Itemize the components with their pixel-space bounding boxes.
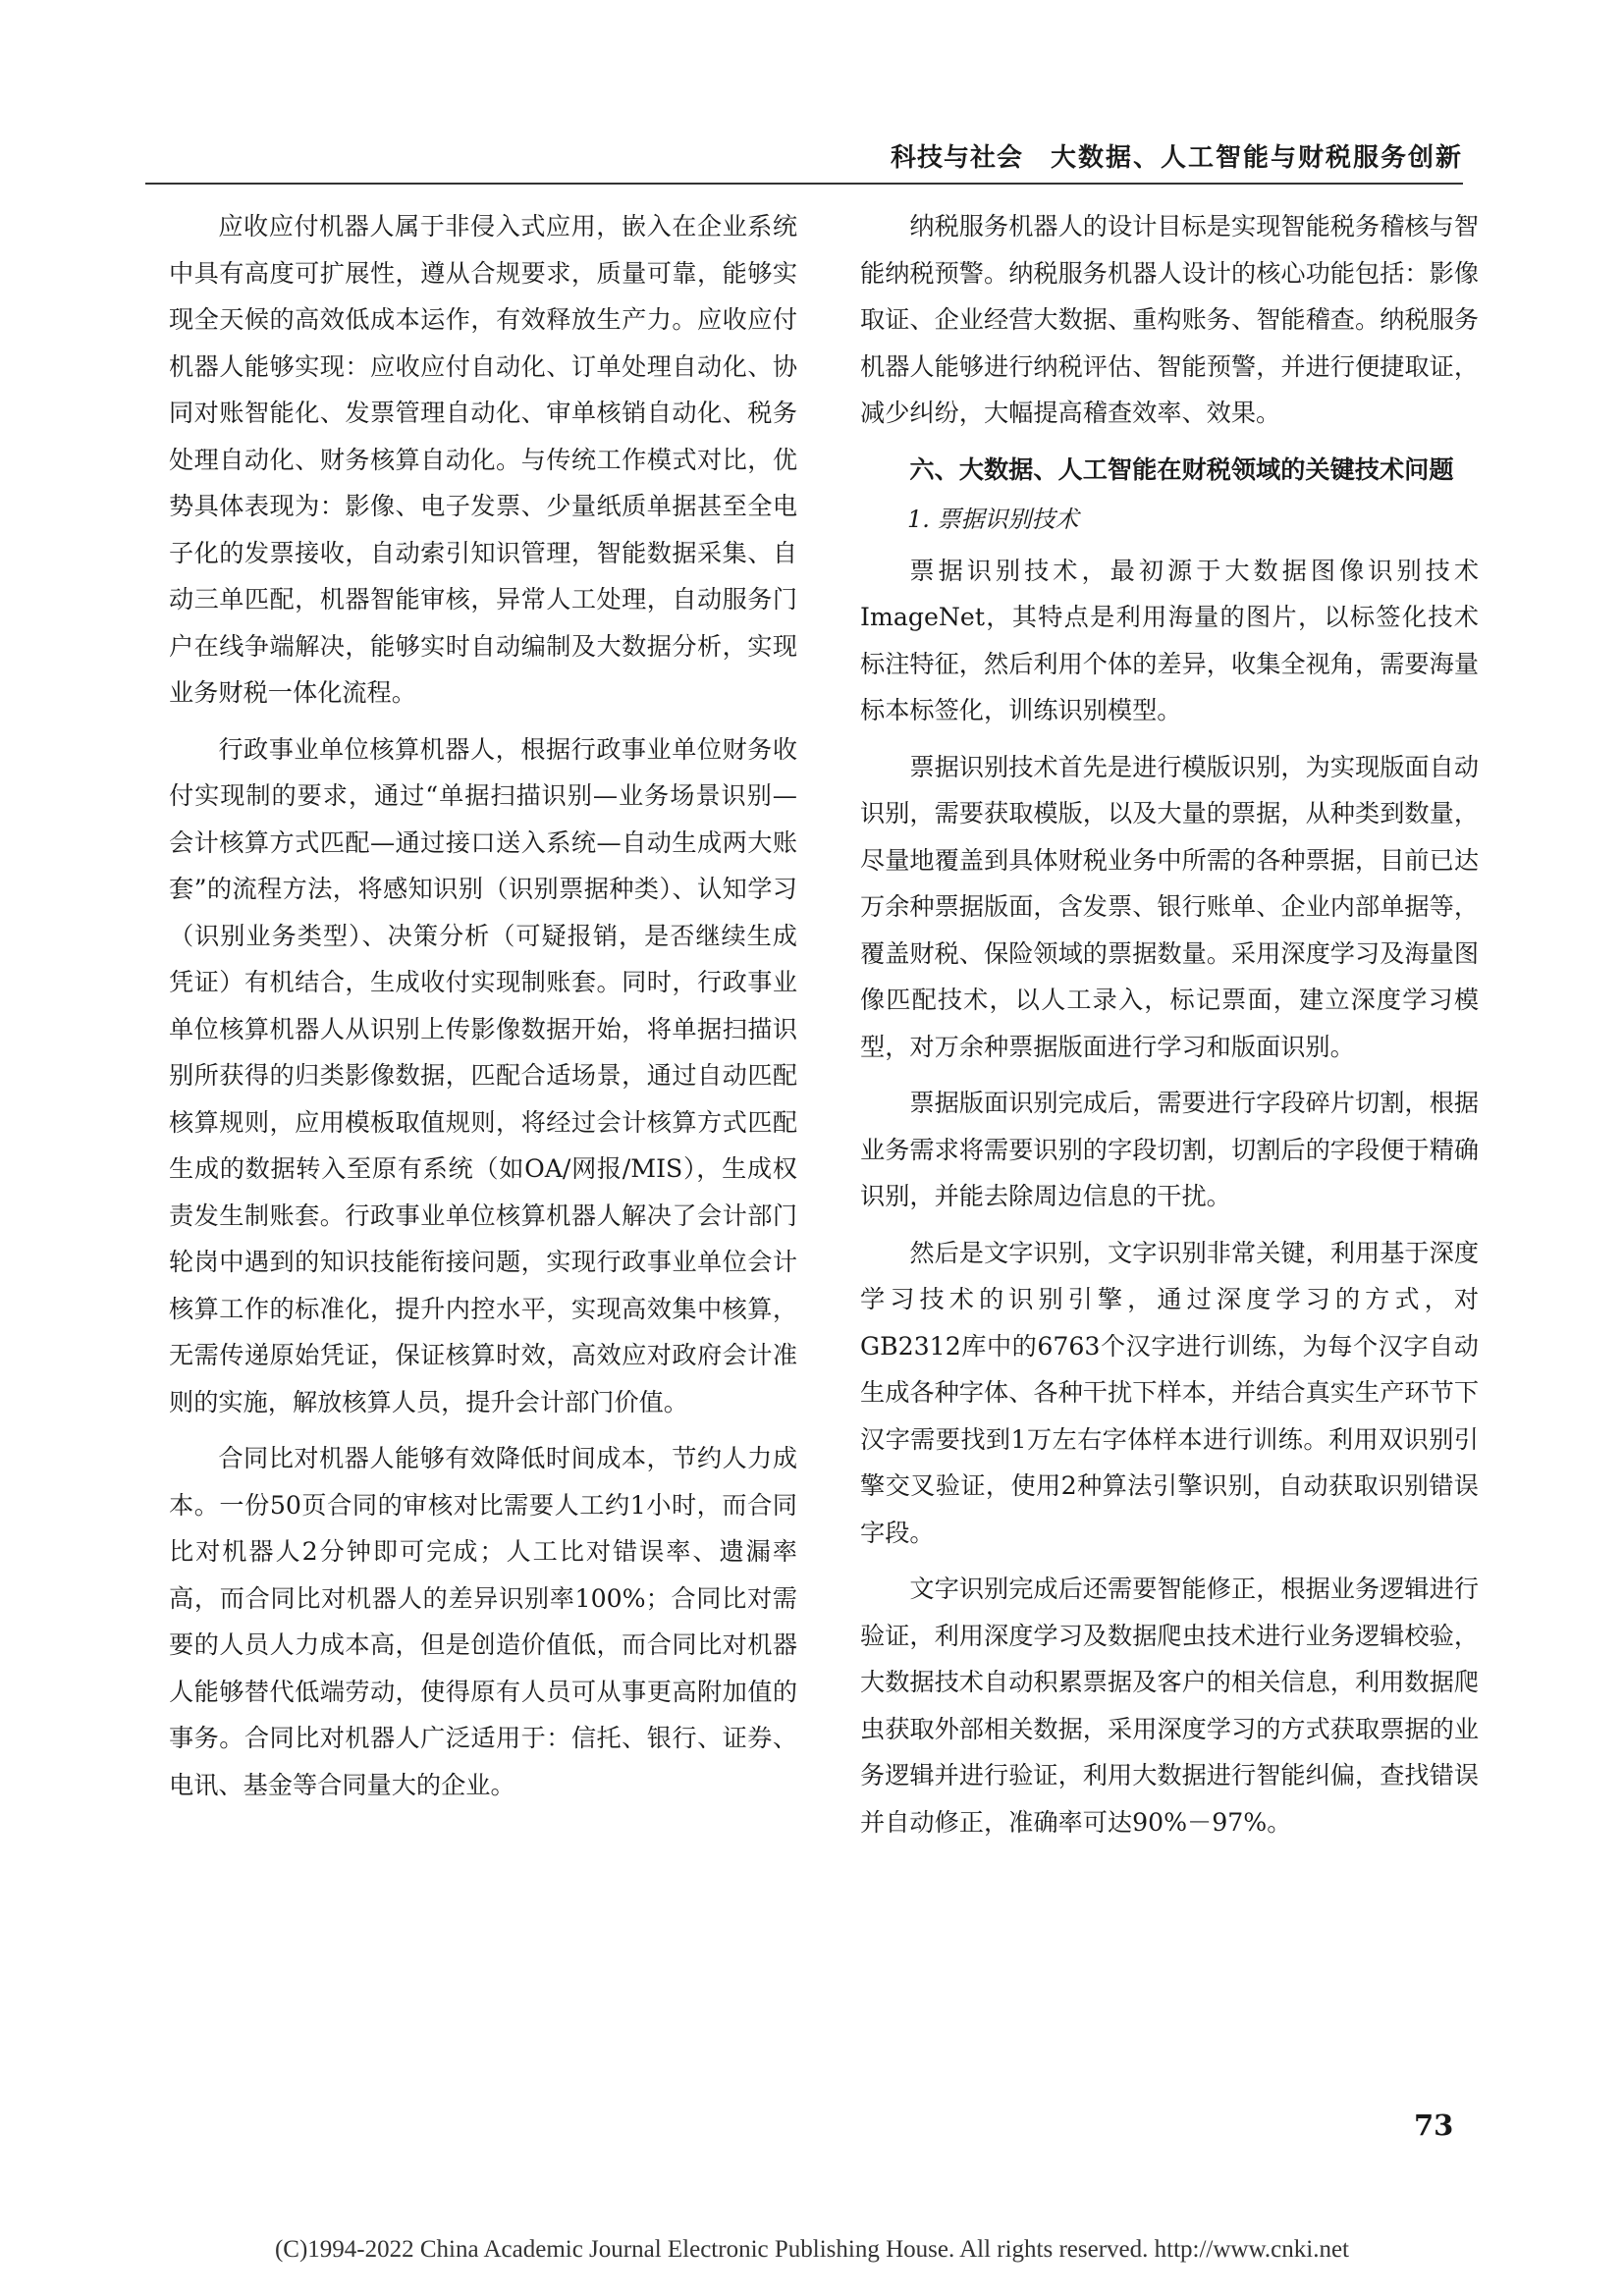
left-column	[169, 203, 797, 1818]
paragraph-bill-recognition-intro: 票据识别技术，最初源于大数据图像识别技术ImageNet，其特点是利用海量的图片，以标签化技术标注特征，然后利用个体的差异，收集全视角，需要海量标本标签化，训练识别模型。	[860, 556, 1479, 724]
subsection-heading: 1. 票据识别技术	[907, 506, 1079, 533]
section-heading: 六、大数据、人工智能在财税领域的关键技术问题	[909, 454, 1454, 484]
journal-column-name: 科技与社会	[890, 143, 1023, 173]
paragraph-text-recognition: 然后是文字识别，文字识别非常关键，利用基于深度学习技术的识别引擎，通过深度学习的方式，对GB2312库中的6763个汉字进行训练，为每个汉字自动生成各种字体、各种干扰下样本，并结合真实生产环节下汉字需要找到1万左右字体样本进行训练。利用双识别引擎交叉验证，使用2种算法引擎识别，自动获取识别错误字段。	[860, 1238, 1479, 1547]
article-topic: 大数据、人工智能与财税服务创新	[1050, 143, 1463, 173]
paragraph-contract-robot: 合同比对机器人能够有效降低时间成本，节约人力成本。一份50页合同的审核对比需要人工约1小时，而合同比对机器人2分钟即可完成；人工比对错误率、遗漏率高，而合同比对机器人的差异识别率100%；合同比对需要的人员人力成本高，但是创造价值低，而合同比对机器人能够替代低端劳动，使得原有人员可从事更高附加值的事务。合同比对机器人广泛适用于：信托、银行、证券、电讯、基金等合同量大的企业。	[169, 1444, 797, 1799]
header-rule	[145, 183, 1463, 185]
paragraph-tax-service-robot: 纳税服务机器人的设计目标是实现智能税务稽核与智能纳税预警。纳税服务机器人设计的核心功能包括：影像取证、企业经营大数据、重构账务、智能稽查。纳税服务机器人能够进行纳税评估、智能预警，并进行便捷取证，减少纠纷，大幅提高稽查效率、效果。	[860, 212, 1479, 427]
paragraph-field-segmentation: 票据版面识别完成后，需要进行字段碎片切割，根据业务需求将需要识别的字段切割，切割后的字段便于精确识别，并能去除周边信息的干扰。	[860, 1089, 1479, 1210]
copyright-footer: (C)1994-2022 China Academic Journal Electronic Publishing House. All rights reserved. http://www.cnki.net	[274, 2236, 1350, 2263]
paragraph-ar-robot: 应收应付机器人属于非侵入式应用，嵌入在企业系统中具有高度可扩展性，遵从合规要求，质量可靠，能够实现全天候的高效低成本运作，有效释放生产力。应收应付机器人能够实现：应收应付自动化、订单处理自动化、协同对账智能化、发票管理自动化、审单核销自动化、税务处理自动化、财务核算自动化。与传统工作模式对比，优势具体表现为：影像、电子发票、少量纸质单据甚至全电子化的发票接收，自动索引知识管理，智能数据采集、自动三单匹配，机器智能审核，异常人工处理，自动服务门户在线争端解决，能够实时自动编制及大数据分析，实现业务财税一体化流程。	[169, 212, 797, 707]
paragraph-smart-correction: 文字识别完成后还需要智能修正，根据业务逻辑进行验证，利用深度学习及数据爬虫技术进行业务逻辑校验，大数据技术自动积累票据及客户的相关信息，利用数据爬虫获取外部相关数据，采用深度学习的方式获取票据的业务逻辑并进行验证，利用大数据进行智能纠偏，查找错误并自动修正，准确率可达90%－97%。	[860, 1575, 1479, 1837]
paragraph-template-recognition: 票据识别技术首先是进行模版识别，为实现版面自动识别，需要获取模版，以及大量的票据，从种类到数量，尽量地覆盖到具体财税业务中所需的各种票据，目前已达万余种票据版面，含发票、银行账单、企业内部单据等，覆盖财税、保险领域的票据数量。采用深度学习及海量图像匹配技术，以人工录入，标记票面，建立深度学习模型，对万余种票据版面进行学习和版面识别。	[860, 752, 1479, 1061]
header-text	[891, 137, 1463, 174]
running-header	[145, 126, 1463, 185]
paragraph-admin-accounting-robot: 行政事业单位核算机器人，根据行政事业单位财务收付实现制的要求，通过“单据扫描识别—业务场景识别—会计核算方式匹配—通过接口送入系统—自动生成两大账套”的流程方法，将感知识别（识别票据种类）、认知学习（识别业务类型）、决策分析（可疑报销，是否继续生成凭证）有机结合，生成收付实现制账套。同时，行政事业单位核算机器人从识别上传影像数据开始，将单据扫描识别所获得的归类影像数据，匹配合适场景，通过自动匹配核算规则，应用模板取值规则，将经过会计核算方式匹配生成的数据转入至原有系统（如OA/网报/MIS），生成权责发生制账套。行政事业单位核算机器人解决了会计部门轮岗中遇到的知识技能衔接问题，实现行政事业单位会计核算工作的标准化，提升内控水平，实现高效集中核算，无需传递原始凭证，保证核算时效，高效应对政府会计准则的实施，解放核算人员，提升会计部门价值。	[169, 734, 797, 1416]
page-number: 73	[1414, 2109, 1454, 2142]
right-column	[860, 203, 1479, 1855]
